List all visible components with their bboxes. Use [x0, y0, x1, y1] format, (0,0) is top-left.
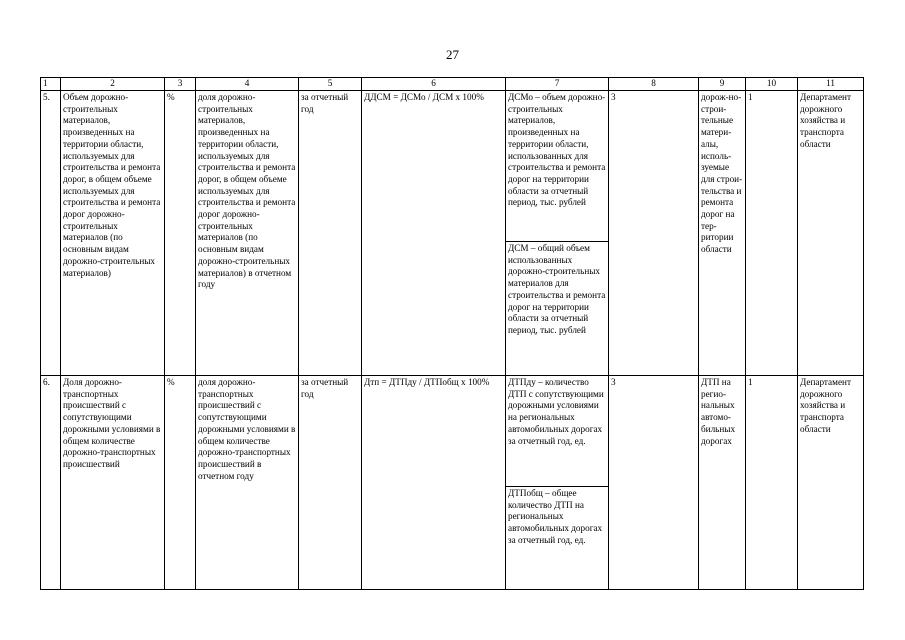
variables-cell: [506, 376, 609, 590]
variable-definition: ДТПобщ – общее количество ДТП на региональных автомобильных дорогах за отчетный год, ед.: [508, 488, 603, 545]
variable-definition: ДСМо – объем дорожно-строительных материалов, произведенных на территории области, использованных для строительства и ремонта дорог на территории области за отчетный период, тыс. рублей: [506, 91, 608, 242]
period-cell: за отчетный год: [299, 376, 362, 590]
definition-cell: доля дорожно-строительных материалов, произведенных на территории области, используемых для строительства и ремонта дорог, в общем объеме используемых для строительства и ремонта дорог дорожно-строительных материалов (по основным видам дорожно-строительных материалов) в отчетном году: [196, 91, 299, 376]
unit-cell: %: [165, 376, 196, 590]
header-cell: 8: [609, 78, 699, 91]
header-cell: 9: [699, 78, 746, 91]
header-cell: 6: [362, 78, 506, 91]
header-cell: 2: [61, 78, 165, 91]
table-row: [41, 376, 864, 590]
header-cell: 4: [196, 78, 299, 91]
header-cell: 1: [41, 78, 61, 91]
page-number: 27: [446, 47, 459, 62]
indicator-name: Доля дорожно-транспортных происшествий с сопутствующими дорожными условиями в общем количестве дорожно-транспортных происшествий: [61, 376, 165, 590]
header-cell: 7: [506, 78, 609, 91]
column-8-cell: 3: [609, 376, 699, 590]
header-cell: 3: [165, 78, 196, 91]
column-9-cell: ДТП на регио-нальных автомо-бильных дорогах: [699, 376, 746, 590]
indicator-table: [40, 77, 864, 590]
unit-cell: %: [165, 91, 196, 376]
header-cell: 11: [798, 78, 864, 91]
column-10-cell: 1: [746, 91, 798, 376]
column-10-cell: 1: [746, 376, 798, 590]
indicator-name: Объем дорожно-строительных материалов, произведенных на территории области, используемых для строительства и ремонта дорог, в общем объеме используемых для строительства и ремонта дорог дорожно-строительных материалов (по основным видам дорожно-строительных материалов): [61, 91, 165, 376]
variables-cell: [506, 91, 609, 376]
row-number: 6.: [41, 376, 61, 590]
responsible-cell: Департамент дорожного хозяйства и транспорта области: [798, 91, 864, 376]
row-number: 5.: [41, 91, 61, 376]
header-row: [41, 78, 864, 91]
definition-cell: доля дорожно-транспортных происшествий с сопутствующими дорожными условиями в общем количестве дорожно-транспортных происшествий в отчетном году: [196, 376, 299, 590]
header-cell: 5: [299, 78, 362, 91]
formula-cell: ДДСМ = ДСМо / ДСМ х 100%: [362, 91, 506, 376]
variable-definition: ДТПду – количество ДТП с сопутствующими дорожными условиями на региональных автомобильных дорогах за отчетный год, ед.: [506, 376, 608, 487]
responsible-cell: Департамент дорожного хозяйства и транспорта области: [798, 376, 864, 590]
table-row: [41, 91, 864, 376]
formula-cell: Дтп = ДТПду / ДТПобщ х 100%: [362, 376, 506, 590]
header-cell: 10: [746, 78, 798, 91]
column-8-cell: 3: [609, 91, 699, 376]
variable-definition: ДСМ – общий объем использованных дорожно-строительных материалов для строительства и ремонта дорог на территории области за отчетный период, тыс. рублей: [508, 243, 606, 335]
column-9-cell: дорож-но-строи-тельные матери-алы, исполь-зуемые для строи-тельства и ремонта дорог на тер-ритории области: [699, 91, 746, 376]
period-cell: за отчетный год: [299, 91, 362, 376]
